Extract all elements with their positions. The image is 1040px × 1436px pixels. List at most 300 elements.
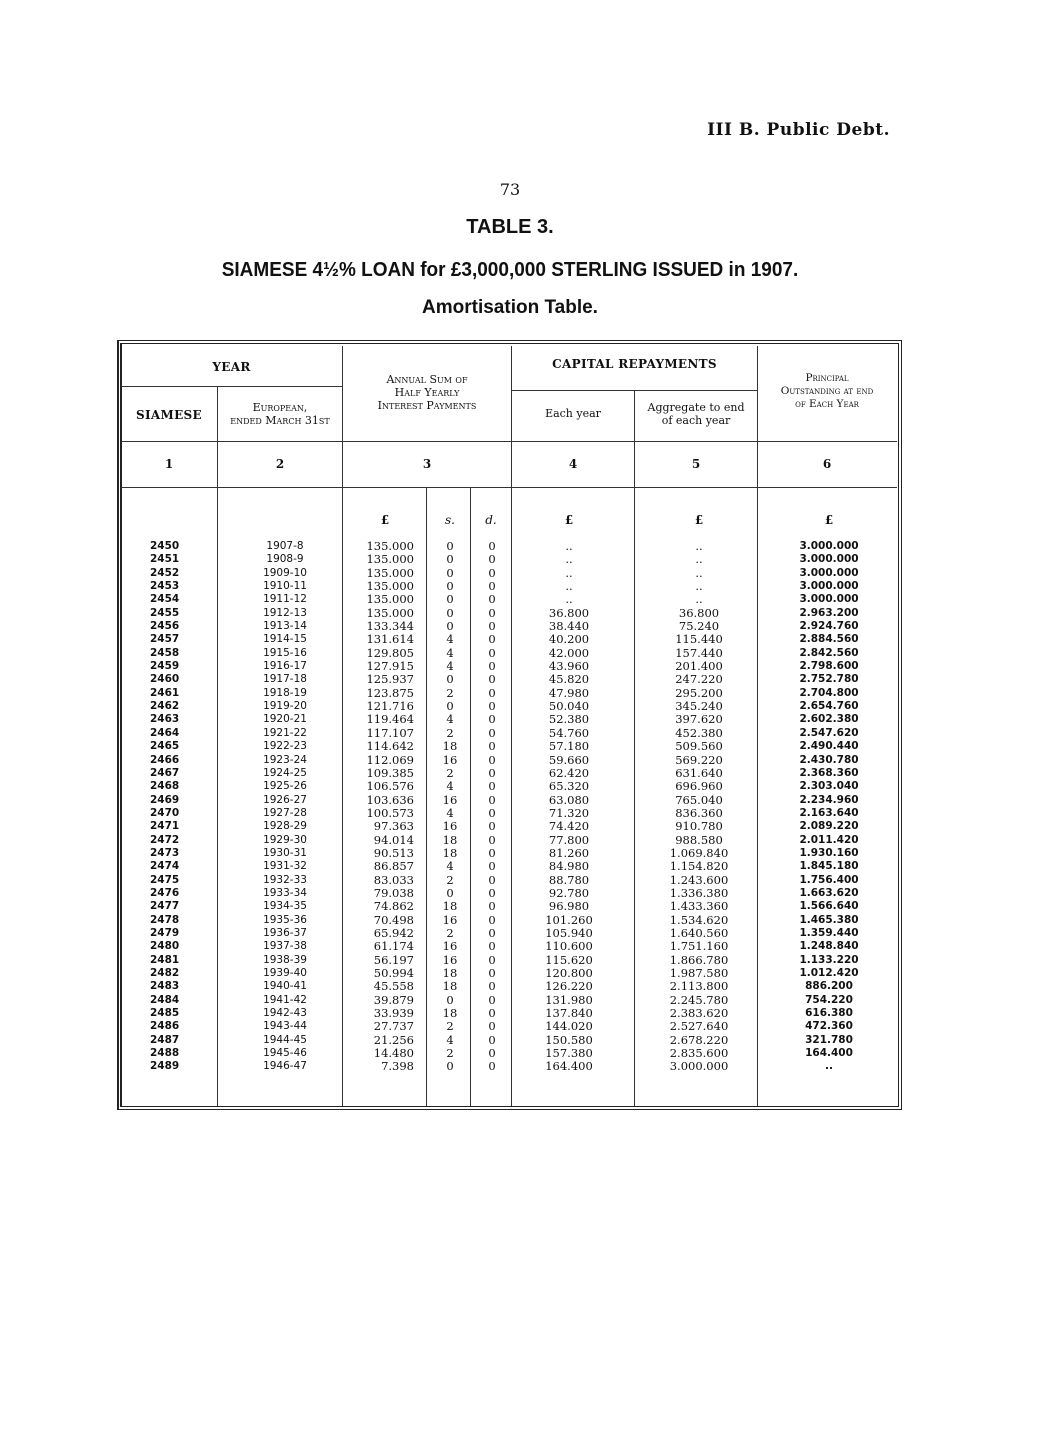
table-cell: 2.798.600 — [799, 660, 859, 673]
table-cell: 38.440 — [548, 619, 590, 634]
table-cell: 57.180 — [548, 739, 590, 754]
table-cell: 2479 — [150, 926, 180, 939]
table-cell: 0 — [446, 699, 454, 714]
table-cell: 1915-16 — [263, 646, 307, 659]
table-cell: 0 — [488, 899, 496, 914]
table-cell: 2470 — [150, 806, 180, 819]
table-cell: 1935-36 — [263, 913, 307, 926]
table-cell: 2463 — [150, 713, 180, 726]
table-cell: 137.840 — [545, 1006, 593, 1021]
table-cell: 1946-47 — [263, 1060, 307, 1073]
row-rule — [121, 441, 897, 442]
table-cell: 1911-12 — [263, 593, 307, 606]
table-cell: .. — [825, 1060, 833, 1073]
table-cell: 2488 — [150, 1047, 180, 1060]
table-cell: 2.602.380 — [799, 713, 859, 726]
table-cell: 1.751.160 — [669, 939, 729, 954]
table-cell: 125.937 — [366, 672, 414, 687]
unit-pounds: £ — [380, 513, 390, 527]
table-cell: 2.383.620 — [669, 1006, 729, 1021]
table-cell: 105.940 — [545, 925, 593, 940]
table-cell: 1929-30 — [263, 833, 307, 846]
table-cell: 2486 — [150, 1020, 180, 1033]
table-cell: 90.513 — [373, 845, 414, 860]
table-cell: 0 — [446, 672, 454, 687]
table-cell: 131.614 — [366, 632, 414, 647]
table-cell: 1.566.640 — [799, 900, 859, 913]
table-cell: 16 — [442, 939, 458, 954]
column-rule — [217, 386, 218, 1106]
table-cell: 1942-43 — [263, 1007, 307, 1020]
table-cell: 45.820 — [548, 672, 590, 687]
table-cell: 1.243.600 — [669, 872, 729, 887]
table-cell: 0 — [488, 659, 496, 674]
table-cell: 1922-23 — [263, 740, 307, 753]
table-cell: 16 — [442, 792, 458, 807]
table-cell: 0 — [488, 725, 496, 740]
table-cell: .. — [565, 592, 573, 607]
table-cell: 109.385 — [366, 765, 414, 780]
table-cell: 0 — [488, 925, 496, 940]
table-cell: 65.942 — [373, 925, 414, 940]
table-cell: 0 — [488, 792, 496, 807]
table-cell: 157.440 — [675, 645, 723, 660]
table-cell: 472.360 — [805, 1020, 853, 1033]
table-cell: 2474 — [150, 860, 180, 873]
table-cell: 2481 — [150, 953, 180, 966]
table-cell: 135.000 — [366, 579, 414, 594]
table-cell: 2.430.780 — [799, 753, 859, 766]
header-interest-line2: Half Yearly — [394, 386, 460, 399]
table-cell: 50.994 — [373, 966, 414, 980]
table-cell: 2.490.440 — [799, 740, 859, 753]
table-cell: 115.620 — [545, 952, 593, 967]
table-cell: 1.663.620 — [799, 886, 859, 899]
table-cell: .. — [695, 539, 703, 553]
table-cell: 0 — [446, 539, 454, 553]
table-cell: 2457 — [150, 633, 180, 646]
table-cell: 1.756.400 — [799, 873, 859, 886]
table-cell: 103.636 — [366, 792, 414, 807]
table-cell: 135.000 — [366, 592, 414, 607]
table-cell: 33.939 — [373, 1006, 414, 1021]
table-cell: 569.220 — [675, 752, 723, 767]
table-cell: 4 — [446, 1032, 454, 1047]
header-aggregate-line1: Aggregate to end — [647, 401, 745, 414]
table-cell: 27.737 — [373, 1019, 414, 1034]
column-rule — [634, 390, 635, 1106]
table-cell: 2451 — [150, 553, 180, 566]
table-cell: 18 — [442, 899, 458, 914]
table-cell: 123.875 — [366, 685, 414, 700]
unit-aggregate: £ — [694, 513, 704, 527]
table-cell: 131.980 — [545, 992, 593, 1007]
table-cell: 247.220 — [675, 672, 723, 687]
table-cell: 18 — [442, 966, 458, 980]
table-cell: 84.980 — [548, 859, 590, 874]
unit-pence: d. — [485, 513, 497, 527]
table-cell: 1945-46 — [263, 1047, 307, 1060]
table-cell: 0 — [446, 619, 454, 634]
table-cell: 2461 — [150, 686, 180, 699]
table-cell: 0 — [488, 912, 496, 927]
table-cell: 1.930.160 — [799, 846, 859, 859]
table-cell: 18 — [442, 832, 458, 847]
table-cell: 133.344 — [366, 619, 414, 634]
table-subtitle: Amortisation Table. — [422, 297, 598, 318]
table-cell: 1941-42 — [263, 993, 307, 1006]
table-cell: 4 — [446, 779, 454, 794]
table-cell: 0 — [488, 539, 496, 553]
table-cell: 0 — [488, 592, 496, 607]
table-cell: 18 — [442, 979, 458, 994]
header-aggregate-line2: of each year — [661, 414, 731, 427]
table-cell: 2.654.760 — [799, 700, 859, 713]
table-cell: 1930-31 — [263, 846, 307, 859]
table-cell: 696.960 — [675, 779, 723, 794]
table-cell: 2462 — [150, 700, 180, 713]
table-cell: 2477 — [150, 900, 180, 913]
table-cell: 2460 — [150, 673, 180, 686]
row-rule — [121, 386, 342, 387]
table-cell: 86.857 — [373, 859, 414, 874]
table-cell: 1.465.380 — [799, 913, 859, 926]
table-cell: 1927-28 — [263, 806, 307, 819]
table-cell: 2472 — [150, 833, 180, 846]
table-cell: 21.256 — [373, 1032, 414, 1047]
table-cell: 2487 — [150, 1033, 180, 1046]
table-cell: 2456 — [150, 620, 180, 633]
table-cell: 2464 — [150, 726, 180, 739]
table-cell: 39.879 — [373, 992, 414, 1007]
table-cell: 1931-32 — [263, 860, 307, 873]
table-cell: 1910-11 — [263, 580, 307, 593]
column-european-year — [245, 540, 325, 1074]
table-cell: 0 — [488, 1046, 496, 1061]
table-cell: 2 — [446, 1019, 454, 1034]
table-cell: 0 — [446, 565, 454, 580]
table-cell: 0 — [488, 605, 496, 620]
column-number: 1 — [164, 457, 174, 471]
table-cell: 81.260 — [548, 845, 590, 860]
table-cell: 0 — [488, 765, 496, 780]
table-cell: 2469 — [150, 793, 180, 806]
table-cell: 1.845.180 — [799, 860, 859, 873]
table-cell: 0 — [488, 712, 496, 727]
table-cell: 0 — [488, 979, 496, 994]
column-interest-shillings — [430, 540, 470, 1074]
table-cell: 3.000.000 — [669, 1059, 729, 1074]
table-cell: 3.000.000 — [799, 553, 859, 566]
table-cell: 2.678.220 — [669, 1032, 729, 1047]
table-cell: 2.963.200 — [799, 606, 859, 619]
table-cell: 1920-21 — [263, 713, 307, 726]
page-number: 73 — [499, 180, 521, 199]
table-cell: 2482 — [150, 967, 180, 979]
header-principal-line3: of Each Year — [795, 398, 859, 410]
header-year: YEAR — [212, 360, 251, 374]
table-cell: 94.014 — [373, 832, 414, 847]
table-cell: 157.380 — [545, 1046, 593, 1061]
table-cell: 40.200 — [548, 632, 590, 647]
table-cell: 0 — [488, 1019, 496, 1034]
table-cell: .. — [695, 579, 703, 594]
table-cell: 2 — [446, 765, 454, 780]
header-interest-line1: Annual Sum of — [386, 373, 468, 386]
table-cell: 71.320 — [548, 805, 590, 820]
table-cell: 0 — [446, 592, 454, 607]
table-cell: 74.862 — [373, 899, 414, 914]
table-cell: 3.000.000 — [799, 566, 859, 579]
table-cell: 509.560 — [675, 739, 723, 754]
table-cell: 1912-13 — [263, 606, 307, 619]
table-cell: 4 — [446, 712, 454, 727]
column-repayment-aggregate — [640, 540, 758, 1074]
table-cell: 36.800 — [678, 605, 720, 620]
table-cell: 1919-20 — [263, 700, 307, 713]
table-cell: 126.220 — [545, 979, 593, 994]
table-cell: 1.012.420 — [799, 967, 859, 979]
table-cell: 4 — [446, 645, 454, 660]
table-cell: 2.884.560 — [799, 633, 859, 646]
table-cell: 452.380 — [675, 725, 723, 740]
table-cell: 0 — [488, 672, 496, 687]
table-cell: 2465 — [150, 740, 180, 753]
table-cell: .. — [565, 579, 573, 594]
table-cell: 74.420 — [548, 819, 590, 834]
header-european-line1: European, — [252, 401, 308, 414]
table-cell: 2 — [446, 872, 454, 887]
table-cell: 1.534.620 — [669, 912, 729, 927]
table-cell: 1923-24 — [263, 753, 307, 766]
table-cell: 0 — [488, 752, 496, 767]
column-rule — [426, 488, 427, 1106]
table-cell: 0 — [446, 885, 454, 900]
table-cell: 61.174 — [373, 939, 414, 954]
column-rule — [470, 488, 471, 1106]
column-number: 6 — [822, 457, 832, 471]
table-cell: 0 — [488, 805, 496, 820]
table-cell: 4 — [446, 805, 454, 820]
table-cell: 16 — [442, 952, 458, 967]
table-cell: 2475 — [150, 873, 180, 886]
table-cell: 114.642 — [366, 739, 414, 754]
table-cell: 92.780 — [548, 885, 590, 900]
column-repayment-each-year — [520, 540, 618, 1074]
table-cell: 2 — [446, 925, 454, 940]
table-cell: 295.200 — [675, 685, 723, 700]
table-cell: 1.433.360 — [669, 899, 729, 914]
table-cell: 2.547.620 — [799, 726, 859, 739]
table-cell: 754.220 — [805, 993, 853, 1006]
table-cell: 2484 — [150, 993, 180, 1006]
table-cell: 201.400 — [675, 659, 723, 674]
table-cell: 3.000.000 — [799, 540, 859, 552]
table-cell: 1.069.840 — [669, 845, 729, 860]
table-cell: 62.420 — [548, 765, 590, 780]
header-aggregate — [635, 401, 757, 427]
table-cell: 3.000.000 — [799, 580, 859, 593]
table-cell: 135.000 — [366, 565, 414, 580]
table-cell: 0 — [488, 699, 496, 714]
table-cell: 0 — [488, 819, 496, 834]
table-cell: 2.089.220 — [799, 820, 859, 833]
table-cell: 2 — [446, 1046, 454, 1061]
table-cell: 16 — [442, 819, 458, 834]
table-cell: 2455 — [150, 606, 180, 619]
table-cell: 2.368.360 — [799, 766, 859, 779]
table-cell: 119.464 — [366, 712, 414, 727]
table-cell: 88.780 — [548, 872, 590, 887]
table-cell: 121.716 — [366, 699, 414, 714]
table-cell: 164.400 — [545, 1059, 593, 1074]
table-cell: 0 — [488, 832, 496, 847]
table-cell: 1.133.220 — [799, 953, 859, 966]
table-cell: 1933-34 — [263, 886, 307, 899]
table-cell: 0 — [488, 1059, 496, 1074]
table-cell: 1907-8 — [266, 540, 304, 552]
table-cell: 1918-19 — [263, 686, 307, 699]
table-cell: 2458 — [150, 646, 180, 659]
table-cell: 2.704.800 — [799, 686, 859, 699]
table-cell: 77.800 — [548, 832, 590, 847]
table-cell: 50.040 — [548, 699, 590, 714]
column-number: 3 — [422, 457, 432, 471]
table-cell: 0 — [446, 579, 454, 594]
table-cell: 0 — [488, 992, 496, 1007]
table-cell: 0 — [488, 739, 496, 754]
table-cell: 616.380 — [805, 1007, 853, 1020]
table-cell: 45.558 — [373, 979, 414, 994]
table-cell: 2450 — [150, 540, 180, 552]
table-cell: .. — [565, 565, 573, 580]
table-cell: 2467 — [150, 766, 180, 779]
table-cell: .. — [565, 552, 573, 567]
table-cell: 135.000 — [366, 552, 414, 567]
header-principal-line2: Outstanding at end — [780, 385, 874, 397]
loan-title: SIAMESE 4½% LOAN for £3,000,000 STERLING ISSUED in 1907. — [221, 259, 799, 281]
table-cell: 0 — [488, 1032, 496, 1047]
table-cell: 1.359.440 — [799, 926, 859, 939]
table-cell: 54.760 — [548, 725, 590, 740]
table-cell: 0 — [488, 685, 496, 700]
column-interest-pounds — [348, 540, 414, 1074]
table-title: TABLE 3. — [466, 216, 554, 238]
table-cell: 42.000 — [548, 645, 590, 660]
table-cell: 135.000 — [366, 539, 414, 553]
table-cell: 70.498 — [373, 912, 414, 927]
table-cell: 127.915 — [366, 659, 414, 674]
table-cell: 886.200 — [805, 980, 853, 993]
table-cell: 2459 — [150, 660, 180, 673]
table-cell: 0 — [488, 619, 496, 634]
table-cell: 1936-37 — [263, 926, 307, 939]
table-cell: 18 — [442, 1006, 458, 1021]
table-cell: 1909-10 — [263, 566, 307, 579]
table-cell: 2489 — [150, 1060, 180, 1073]
header-principal — [758, 372, 896, 411]
table-cell: 1.640.560 — [669, 925, 729, 940]
table-cell: 1939-40 — [263, 967, 307, 979]
table-cell: .. — [565, 539, 573, 553]
unit-shillings: s. — [445, 513, 455, 527]
table-cell: 0 — [446, 1059, 454, 1074]
table-cell: 135.000 — [366, 605, 414, 620]
table-cell: 2 — [446, 725, 454, 740]
table-cell: 75.240 — [678, 619, 720, 634]
table-cell: 0 — [446, 552, 454, 567]
table-cell: 2.234.960 — [799, 793, 859, 806]
table-cell: 36.800 — [548, 605, 590, 620]
table-cell: 0 — [488, 565, 496, 580]
table-cell: 16 — [442, 752, 458, 767]
table-cell: 1925-26 — [263, 780, 307, 793]
table-cell: 2.245.780 — [669, 992, 729, 1007]
table-cell: 47.980 — [548, 685, 590, 700]
table-cell: 2452 — [150, 566, 180, 579]
table-cell: 1924-25 — [263, 766, 307, 779]
table-cell: 2453 — [150, 580, 180, 593]
table-cell: 96.980 — [548, 899, 590, 914]
table-cell: 0 — [488, 845, 496, 860]
table-cell: 1926-27 — [263, 793, 307, 806]
table-cell: 0 — [446, 992, 454, 1007]
table-cell: 1.154.820 — [669, 859, 729, 874]
table-cell: 2476 — [150, 886, 180, 899]
table-cell: 2454 — [150, 593, 180, 606]
table-cell: 2.924.760 — [799, 620, 859, 633]
table-cell: 1938-39 — [263, 953, 307, 966]
table-cell: 0 — [488, 645, 496, 660]
table-cell: 1.987.580 — [669, 966, 729, 980]
table-cell: 18 — [442, 845, 458, 860]
table-cell: 2480 — [150, 940, 180, 953]
table-cell: 59.660 — [548, 752, 590, 767]
table-cell: 2473 — [150, 846, 180, 859]
table-cell: 1937-38 — [263, 940, 307, 953]
table-cell: 0 — [488, 552, 496, 567]
table-cell: 2 — [446, 685, 454, 700]
table-cell: 2.527.640 — [669, 1019, 729, 1034]
table-cell: 79.038 — [373, 885, 414, 900]
table-cell: 16 — [442, 912, 458, 927]
table-cell: 1928-29 — [263, 820, 307, 833]
table-cell: 2478 — [150, 913, 180, 926]
table-cell: 2.842.560 — [799, 646, 859, 659]
table-cell: 1913-14 — [263, 620, 307, 633]
table-cell: 4 — [446, 859, 454, 874]
table-cell: 1908-9 — [266, 553, 304, 566]
table-cell: 115.440 — [675, 632, 723, 647]
table-cell: 120.800 — [545, 966, 593, 980]
table-cell: .. — [695, 592, 703, 607]
table-cell: 117.107 — [366, 725, 414, 740]
table-cell: 164.400 — [805, 1047, 853, 1060]
table-cell: 910.780 — [675, 819, 723, 834]
table-cell: 18 — [442, 739, 458, 754]
table-cell: 1934-35 — [263, 900, 307, 913]
table-cell: 321.780 — [805, 1033, 853, 1046]
table-cell: 988.580 — [675, 832, 723, 847]
table-cell: 150.580 — [545, 1032, 593, 1047]
table-cell: 1917-18 — [263, 673, 307, 686]
table-cell: 2483 — [150, 980, 180, 993]
header-interest — [343, 373, 511, 412]
table-cell: 14.480 — [373, 1046, 414, 1061]
table-cell: 2.113.800 — [669, 979, 729, 994]
table-cell: .. — [695, 565, 703, 580]
column-siamese-year — [150, 540, 190, 1074]
